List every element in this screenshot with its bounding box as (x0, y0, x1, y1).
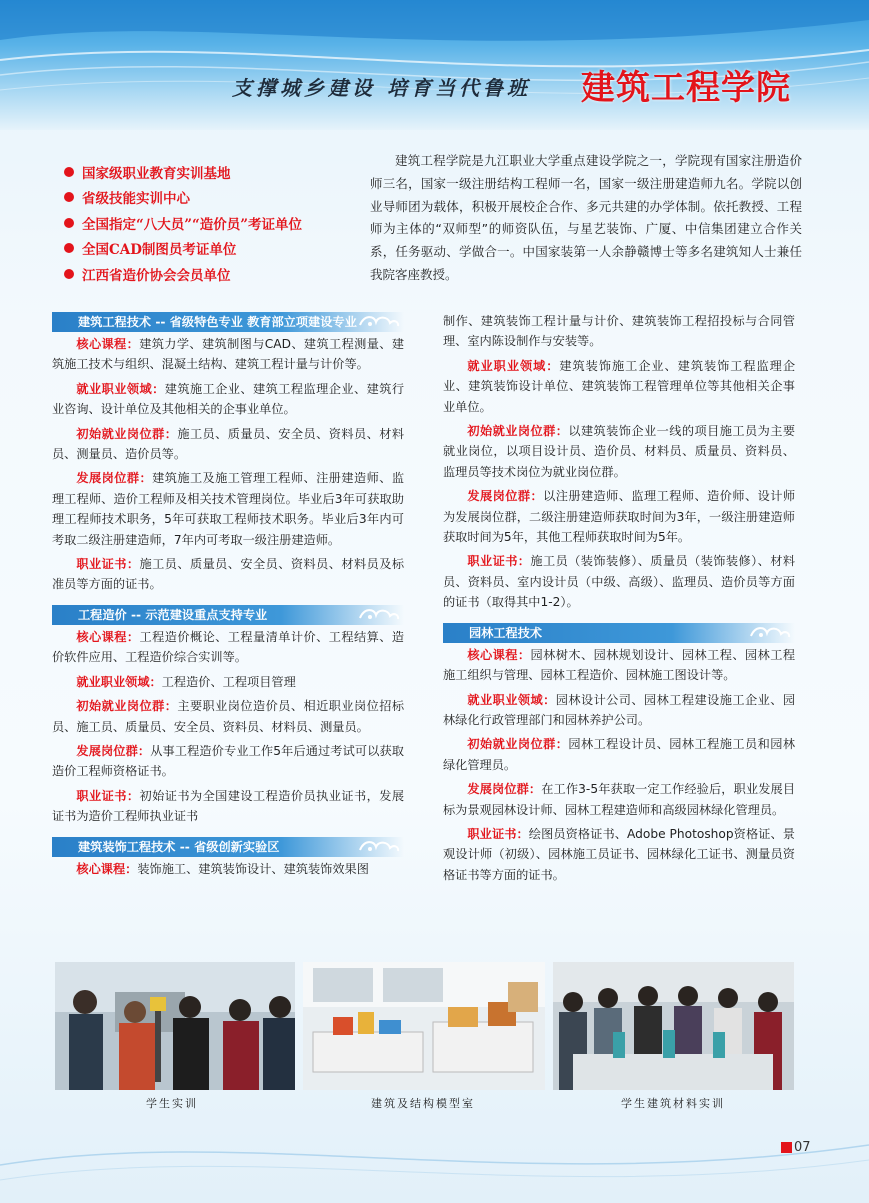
section-title: 工程造价 -- 示范建设重点支持专业 (78, 607, 268, 622)
page-marker-icon (781, 1142, 792, 1153)
section-header-construction (52, 312, 404, 332)
list-item: 江西省造价协会会员单位 (64, 261, 302, 287)
left-column (52, 312, 404, 883)
employment-field: 就业职业领域：园林设计公司、园林工程建设施工企业、园林绿化行政管理部门和园林养护公司。 (443, 692, 796, 727)
section-header-cost (52, 605, 404, 625)
cloud-ornament-icon (749, 624, 791, 642)
section-header-landscape (443, 623, 795, 643)
bullet-dot-icon (64, 167, 74, 177)
bullet-dot-icon (64, 269, 74, 279)
cloud-ornament-icon (358, 606, 400, 624)
photo-caption: 建筑及结构模型室 (371, 1097, 475, 1110)
core-courses: 核心课程：园林树木、园林规划设计、园林工程、园林工程施工组织与管理、园林工程造价、园林施工图设计等。 (443, 647, 796, 683)
list-item: 全国CAD制图员考证单位 (64, 236, 302, 262)
development-positions: 发展岗位群：在工作3-5年获取一定工作经验后，职业发展目标为景观园林设计师、园林工程建造师和高级园林绿化管理员。 (443, 782, 796, 817)
initial-positions: 初始就业岗位群：园林工程设计员、园林工程施工员和园林绿化管理员。 (443, 737, 796, 772)
section-title: 建筑装饰工程技术 -- 省级创新实验区 (78, 839, 280, 854)
list-item: 省级技能实训中心 (64, 185, 302, 211)
core-courses: 核心课程：装饰施工、建筑装饰设计、建筑装饰效果图 (76, 861, 369, 876)
photo-materials-training (553, 962, 794, 1090)
list-item: 国家级职业教育实训基地 (64, 159, 302, 185)
intro-paragraph: 建筑工程学院是九江职业大学重点建设学院之一，学院现有国家注册造价师三名，国家一级注册结构工程师一名，国家一级注册建造师九名。学院以创业导师团为载体，积极开展校企合作、多元共建的办学体制。依托教授、工程师为主体的“双师型”的师资队伍，与星艺装饰、广厦、中信集团建立合作关系，任务驱动、学做合一。中国家装第一人余静赣博士等多名建筑知人士兼任我院客座教授。 (370, 153, 802, 282)
initial-positions: 初始就业岗位群：以建筑装饰企业一线的项目施工员为主要就业岗位，以项目设计员、造价员、材料员、质量员、资料员、监理员等技术岗位为就业岗位群。 (443, 424, 796, 479)
bullet-dot-icon (64, 192, 74, 202)
certificates: 职业证书：绘图员资格证书、Adobe Photoshop资格证、景观设计师（初级）、园林施工员证书、园林绿化工证书、测量员资格证书等方面的证书。 (443, 826, 795, 882)
photo-model-room (303, 962, 545, 1090)
bullet-dot-icon (64, 243, 74, 253)
cloud-ornament-icon (358, 313, 400, 331)
college-title: 建筑工程学院 (581, 68, 791, 108)
footer-wave-graphic (0, 1105, 869, 1203)
initial-positions: 初始就业岗位群：施工员、质量员、安全员、资料员、材料员、测量员、造价员等。 (52, 426, 405, 462)
initial-positions: 初始就业岗位群：主要职业岗位造价员、相近职业岗位招标员、施工员、质量员、安全员、资料员、材料员、测量员。 (52, 699, 405, 734)
employment-field: 就业职业领域：工程造价、工程项目管理 (76, 674, 296, 689)
photo-strip (0, 962, 869, 1102)
core-courses: 核心课程：工程造价概论、工程量清单计价、工程结算、造价软件应用、工程造价综合实训等。 (52, 629, 405, 665)
section-title: 建筑工程技术 -- 省级特色专业 教育部立项建设专业 (78, 315, 357, 329)
development-positions: 发展岗位群：建筑施工及施工管理工程师、注册建造师、监理工程师、造价工程师及相关技术管理岗位。毕业后3年可获取助理工程师技术职务，5年可获取工程师技术职务。毕业后3年内可考取二级注册建造师，7年内可考取一级注册建造师。 (52, 471, 405, 547)
development-positions: 发展岗位群：以注册建造师、监理工程师、造价师、设计师为发展岗位群，二级注册建造师获取时间为3年，一级注册建造师获取时间为5年，其他工程师获取时间为5年。 (443, 489, 796, 545)
honors-list (64, 159, 302, 287)
right-column (443, 311, 795, 889)
section-title: 园林工程技术 (469, 625, 543, 640)
development-positions: 发展岗位群：从事工程造价专业工作5年后通过考试可以获取造价工程师资格证书。 (52, 743, 404, 779)
page-number: 07 (781, 1140, 811, 1155)
employment-field: 就业职业领域：建筑施工企业、建筑工程监理企业、建筑行业咨询、设计单位及其他相关的企事业单位。 (52, 381, 405, 417)
certificates: 职业证书：施工员、质量员、安全员、资料员、材料员及标准员等方面的证书。 (52, 557, 405, 592)
photo-caption: 学生实训 (146, 1097, 198, 1110)
employment-field: 就业职业领域：建筑装饰施工企业、建筑装饰工程监理企业、建筑装饰设计单位、建筑装饰工程管理单位等其他相关企事业单位。 (443, 358, 796, 414)
section-header-decoration (52, 837, 404, 857)
bullet-dot-icon (64, 218, 74, 228)
certificates: 职业证书：初始证书为全国建设工程造价员执业证书，发展证书为造价工程师执业证书 (52, 788, 405, 824)
photo-student-training (55, 962, 295, 1090)
core-courses-continued: 制作、建筑装饰工程计量与计价、建筑装饰工程招投标与合同管理、室内陈设制作与安装等。 (443, 314, 795, 349)
cloud-ornament-icon (358, 838, 400, 856)
header-motto: 支撑城乡建设 培育当代鲁班 (232, 76, 531, 100)
certificates: 职业证书：施工员（装饰装修）、质量员（装饰装修）、材料员、资料员、室内设计员（中级、高级）、监理员、造价员等方面的证书（取得其中1-2）。 (443, 554, 796, 610)
photo-caption: 学生建筑材料实训 (621, 1097, 725, 1110)
core-courses: 核心课程：建筑力学、建筑制图与CAD、建筑工程测量、建筑施工技术与组织、混凝土结构、建筑工程计量与计价等。 (52, 337, 405, 372)
header-banner (0, 0, 869, 130)
list-item: 全国指定“八大员”“造价员”考证单位 (64, 210, 302, 236)
